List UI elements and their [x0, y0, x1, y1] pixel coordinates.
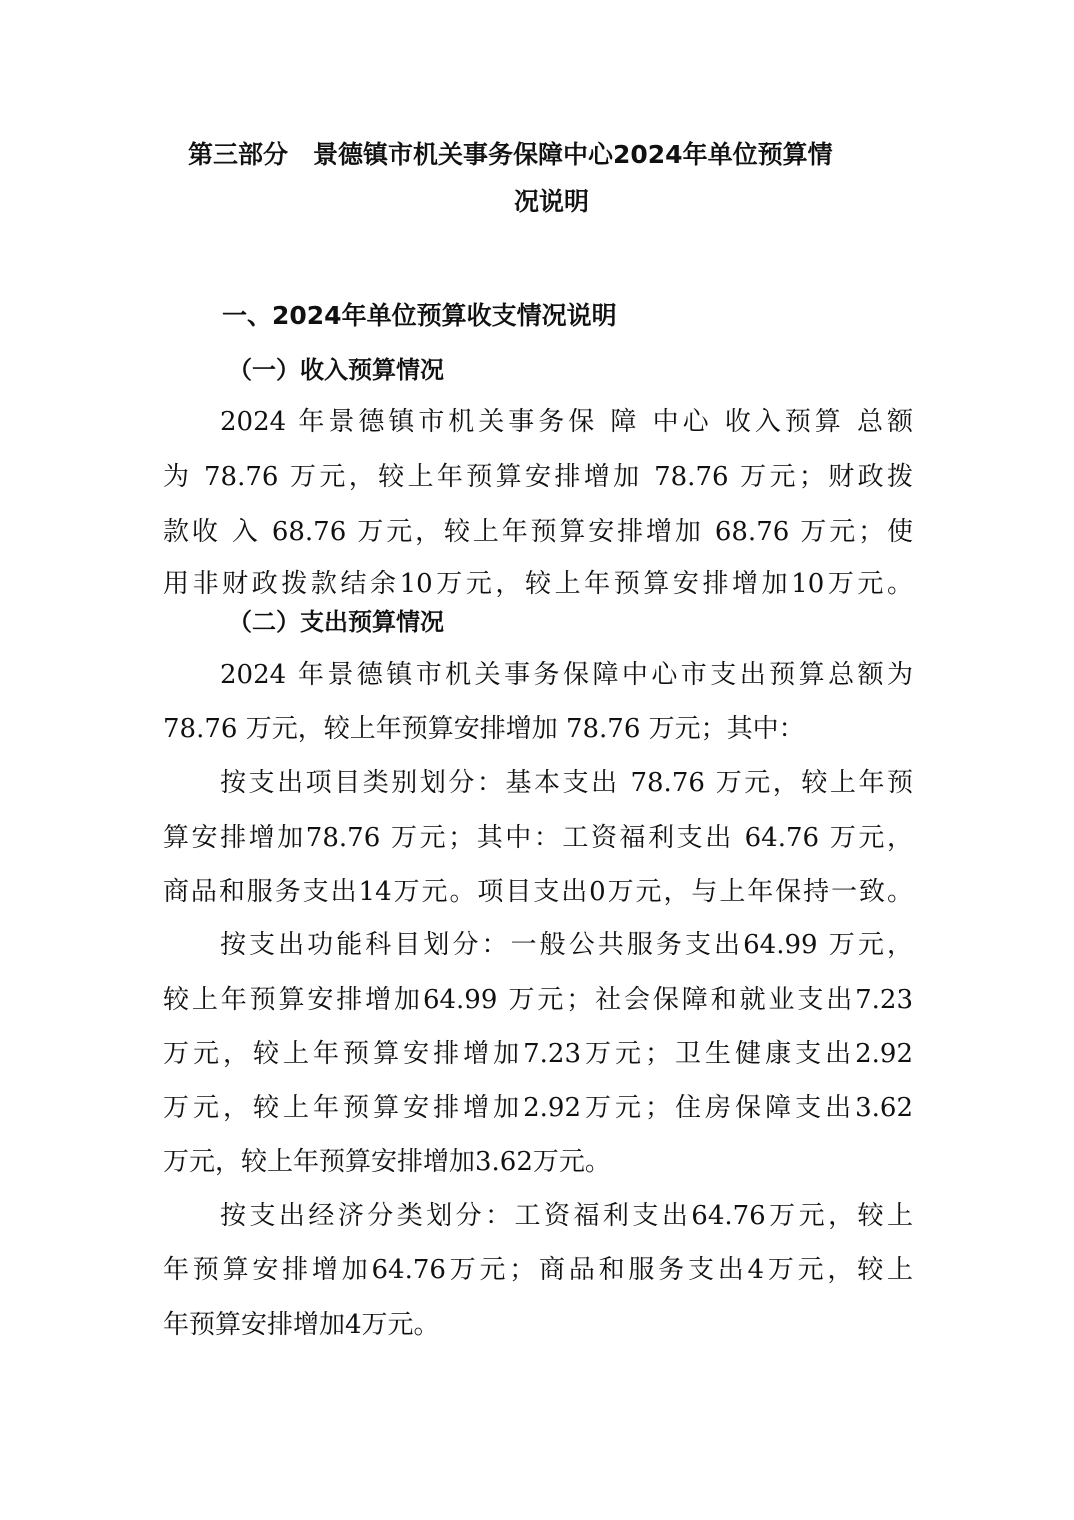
expense-line: 万元，较上年预算安排增加3.62万元。: [163, 1147, 611, 1177]
section-heading: 一、2024年单位预算收支情况说明: [222, 301, 617, 330]
income-line: 用非财政拨款结余10万元，较上年预算安排增加10万元。: [163, 569, 913, 599]
income-line: 款收 入 68.76 万元，较上年预算安排增加 68.76 万元；使: [163, 517, 913, 547]
expense-line: 商品和服务支出14万元。项目支出0万元，与上年保持一致。: [163, 877, 913, 907]
expense-line: 按支出经济分类划分：工资福利支出64.76万元，较上: [220, 1201, 913, 1231]
income-line: 2024 年景德镇市机关事务保 障 中心 收入预算 总额: [220, 407, 913, 437]
income-line: 为 78.76 万元，较上年预算安排增加 78.76 万元；财政拨: [163, 462, 913, 492]
expense-heading: （二）支出预算情况: [228, 607, 444, 636]
expense-line: 较上年预算安排增加64.99 万元；社会保障和就业支出7.23: [163, 985, 913, 1015]
expense-line: 年预算安排增加4万元。: [163, 1310, 440, 1340]
expense-line: 78.76 万元，较上年预算安排增加 78.76 万元；其中：: [163, 714, 805, 744]
expense-line: 算安排增加78.76 万元；其中：工资福利支出 64.76 万元，: [163, 823, 913, 853]
expense-line: 按支出项目类别划分：基本支出 78.76 万元，较上年预: [220, 768, 913, 798]
expense-line: 万元，较上年预算安排增加7.23万元；卫生健康支出2.92: [163, 1039, 913, 1069]
expense-line: 按支出功能科目划分：一般公共服务支出64.99 万元，: [220, 930, 913, 960]
document-title-line1: 第三部分 景德镇市机关事务保障中心2024年单位预算情: [188, 140, 833, 169]
expense-line: 2024 年景德镇市机关事务保障中心市支出预算总额为: [220, 660, 913, 690]
document-title-line2: 况说明: [514, 187, 590, 216]
expense-line: 年预算安排增加64.76万元；商品和服务支出4万元，较上: [163, 1255, 913, 1285]
income-heading: （一）收入预算情况: [228, 355, 444, 384]
expense-line: 万元，较上年预算安排增加2.92万元；住房保障支出3.62: [163, 1093, 913, 1123]
